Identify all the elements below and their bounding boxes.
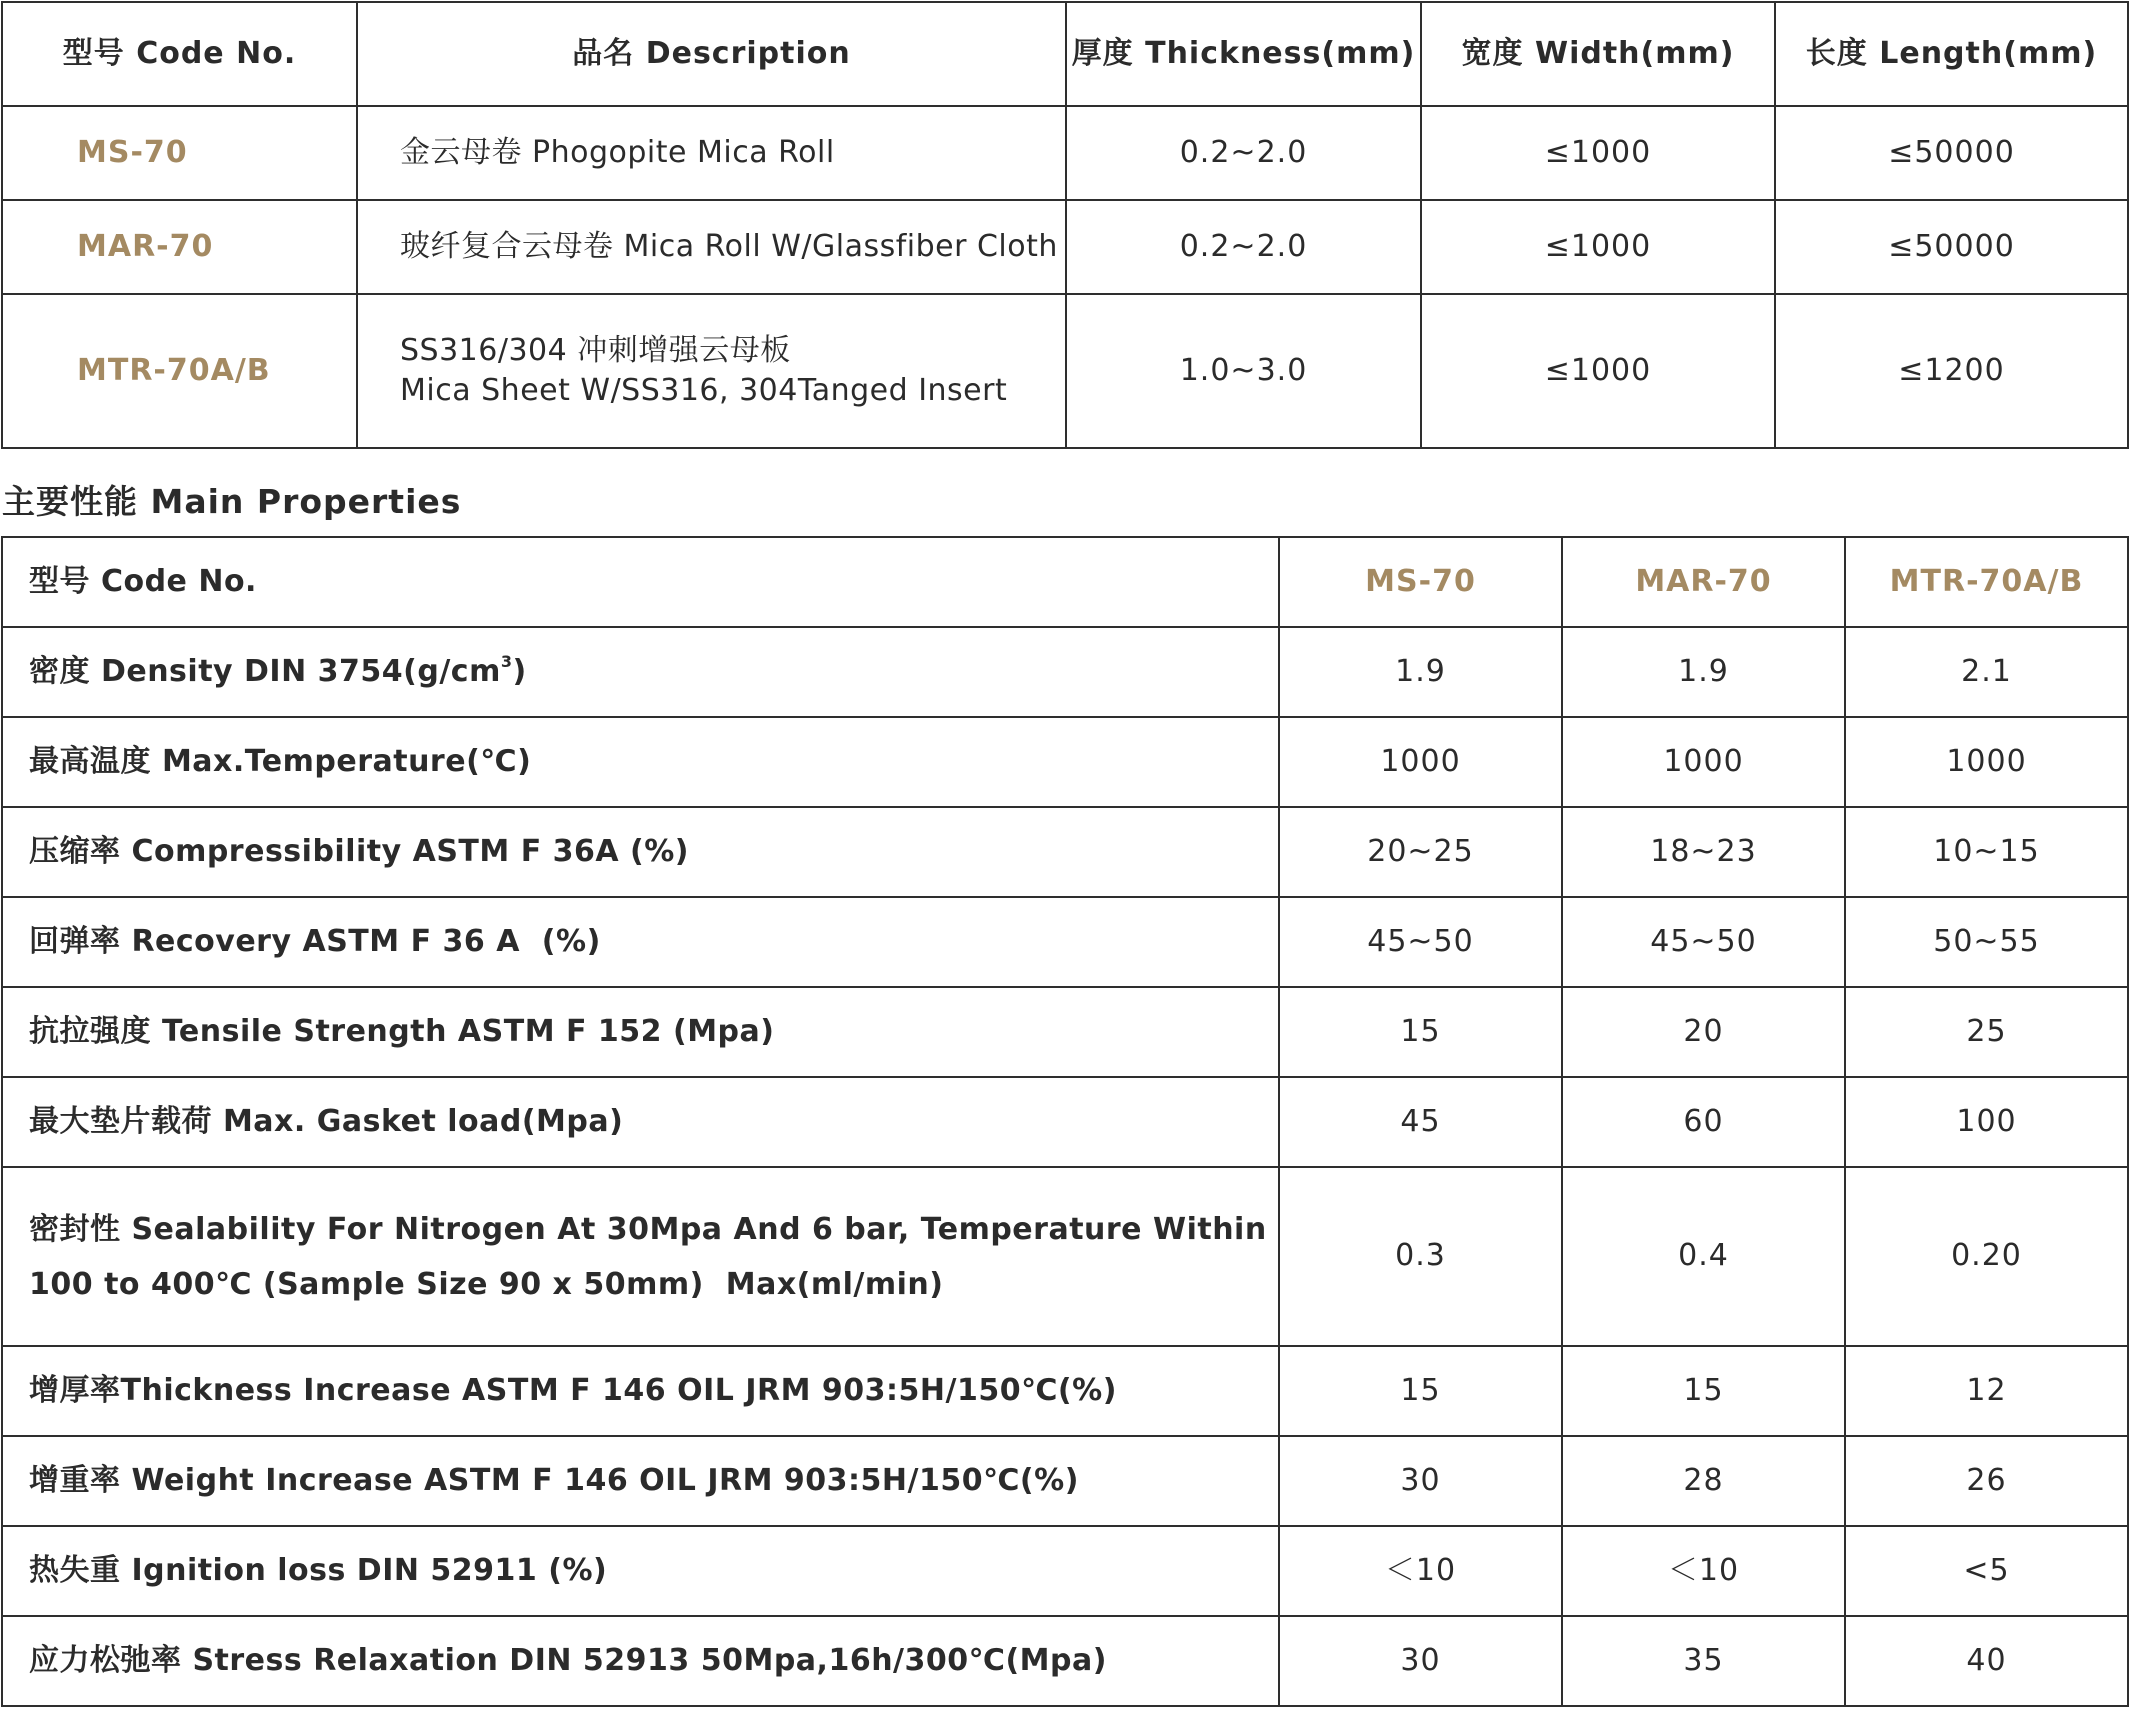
ms-70-value: 20~25	[1279, 807, 1562, 897]
ms-70-value: 30	[1279, 1436, 1562, 1526]
width-value: ≤1000	[1421, 294, 1775, 448]
property-label-line: 100 to 400℃ (Sample Size 90 x 50mm) Max(ml/min)	[29, 1266, 944, 1302]
property-label: 增重率 Weight Increase ASTM F 146 OIL JRM 903:5H/150℃(%)	[2, 1436, 1279, 1526]
mtr-70ab-value: 26	[1845, 1436, 2128, 1526]
header-thickness: 厚度 Thickness(mm)	[1066, 2, 1421, 106]
header-length: 长度 Length(mm)	[1775, 2, 2128, 106]
mar-70-value: 28	[1562, 1436, 1845, 1526]
mar-70-value: 45~50	[1562, 897, 1845, 987]
property-label-text: 密度 Density DIN 3754(g/cm	[29, 654, 501, 690]
header-ms-70: MS-70	[1279, 537, 1562, 627]
mar-70-value: ＜10	[1562, 1526, 1845, 1616]
ms-70-value: ＜10	[1279, 1526, 1562, 1616]
property-label-line: 密封性 Sealability For Nitrogen At 30Mpa And 6 bar, Temperature Within	[29, 1211, 1267, 1247]
table-row	[2, 1077, 2128, 1167]
mtr-70ab-value: 25	[1845, 987, 2128, 1077]
header-code: 型号 Code No.	[2, 2, 357, 106]
description-line: SS316/304 冲刺增强云母板	[400, 332, 791, 368]
header-code-label: 型号 Code No.	[2, 537, 1279, 627]
ms-70-value: 45~50	[1279, 897, 1562, 987]
main-properties-table	[1, 536, 2129, 1707]
property-label: 抗拉强度 Tensile Strength ASTM F 152 (Mpa)	[2, 987, 1279, 1077]
product-code: MTR-70A/B	[2, 294, 357, 448]
thickness-value: 1.0~3.0	[1066, 294, 1421, 448]
width-value: ≤1000	[1421, 106, 1775, 200]
mar-70-value: 0.4	[1562, 1167, 1845, 1346]
product-code: MS-70	[2, 106, 357, 200]
table-row	[2, 294, 2128, 448]
mtr-70ab-value: <5	[1845, 1526, 2128, 1616]
table-row	[2, 987, 2128, 1077]
property-label: 最大垫片载荷 Max. Gasket load(Mpa)	[2, 1077, 1279, 1167]
ms-70-value: 1.9	[1279, 627, 1562, 717]
table-row	[2, 807, 2128, 897]
product-spec-table	[1, 1, 2129, 449]
product-description	[357, 200, 1066, 294]
table-row	[2, 1346, 2128, 1436]
mtr-70ab-value: 1000	[1845, 717, 2128, 807]
length-value: ≤50000	[1775, 106, 2128, 200]
table-row	[2, 717, 2128, 807]
property-label	[2, 627, 1279, 717]
table-row	[2, 1167, 2128, 1346]
table-row	[2, 106, 2128, 200]
mtr-70ab-value: 40	[1845, 1616, 2128, 1706]
property-label-tail: )	[512, 654, 527, 690]
width-value: ≤1000	[1421, 200, 1775, 294]
table-row	[2, 1616, 2128, 1706]
ms-70-value: 30	[1279, 1616, 1562, 1706]
ms-70-value: 1000	[1279, 717, 1562, 807]
ms-70-value: 0.3	[1279, 1167, 1562, 1346]
mtr-70ab-value: 12	[1845, 1346, 2128, 1436]
mtr-70ab-value: 10~15	[1845, 807, 2128, 897]
header-width: 宽度 Width(mm)	[1421, 2, 1775, 106]
mar-70-value: 18~23	[1562, 807, 1845, 897]
property-label: 应力松弛率 Stress Relaxation DIN 52913 50Mpa,16h/300℃(Mpa)	[2, 1616, 1279, 1706]
header-mar-70: MAR-70	[1562, 537, 1845, 627]
spec-header-row	[2, 2, 2128, 106]
mar-70-value: 20	[1562, 987, 1845, 1077]
header-description: 品名 Description	[357, 2, 1066, 106]
mtr-70ab-value: 2.1	[1845, 627, 2128, 717]
description-line: 金云母卷 Phogopite Mica Roll	[400, 134, 835, 170]
length-value: ≤1200	[1775, 294, 2128, 448]
length-value: ≤50000	[1775, 200, 2128, 294]
description-line: 玻纤复合云母卷 Mica Roll W/Glassfiber Cloth	[400, 228, 1058, 264]
table-row	[2, 1526, 2128, 1616]
mtr-70ab-value: 50~55	[1845, 897, 2128, 987]
table-row	[2, 627, 2128, 717]
mtr-70ab-value: 0.20	[1845, 1167, 2128, 1346]
mar-70-value: 35	[1562, 1616, 1845, 1706]
thickness-value: 0.2~2.0	[1066, 106, 1421, 200]
product-description	[357, 294, 1066, 448]
thickness-value: 0.2~2.0	[1066, 200, 1421, 294]
property-label: 压缩率 Compressibility ASTM F 36A (%)	[2, 807, 1279, 897]
mtr-70ab-value: 100	[1845, 1077, 2128, 1167]
description-line: Mica Sheet W/SS316, 304Tanged Insert	[400, 373, 1008, 408]
table-row	[2, 1436, 2128, 1526]
section-title: 主要性能 Main Properties	[2, 482, 462, 521]
mar-70-value: 1000	[1562, 717, 1845, 807]
table-row	[2, 897, 2128, 987]
superscript: 3	[500, 652, 513, 672]
mar-70-value: 60	[1562, 1077, 1845, 1167]
mar-70-value: 15	[1562, 1346, 1845, 1436]
mar-70-value: 1.9	[1562, 627, 1845, 717]
header-mtr-70ab: MTR-70A/B	[1845, 537, 2128, 627]
product-description	[357, 106, 1066, 200]
property-label: 最高温度 Max.Temperature(℃)	[2, 717, 1279, 807]
property-label: 回弹率 Recovery ASTM F 36 A (%)	[2, 897, 1279, 987]
ms-70-value: 45	[1279, 1077, 1562, 1167]
property-label: 热失重 Ignition loss DIN 52911 (%)	[2, 1526, 1279, 1616]
ms-70-value: 15	[1279, 1346, 1562, 1436]
properties-header-row	[2, 537, 2128, 627]
property-label	[2, 1167, 1279, 1346]
product-code: MAR-70	[2, 200, 357, 294]
table-row	[2, 200, 2128, 294]
ms-70-value: 15	[1279, 987, 1562, 1077]
property-label: 增厚率Thickness Increase ASTM F 146 OIL JRM 903:5H/150℃(%)	[2, 1346, 1279, 1436]
